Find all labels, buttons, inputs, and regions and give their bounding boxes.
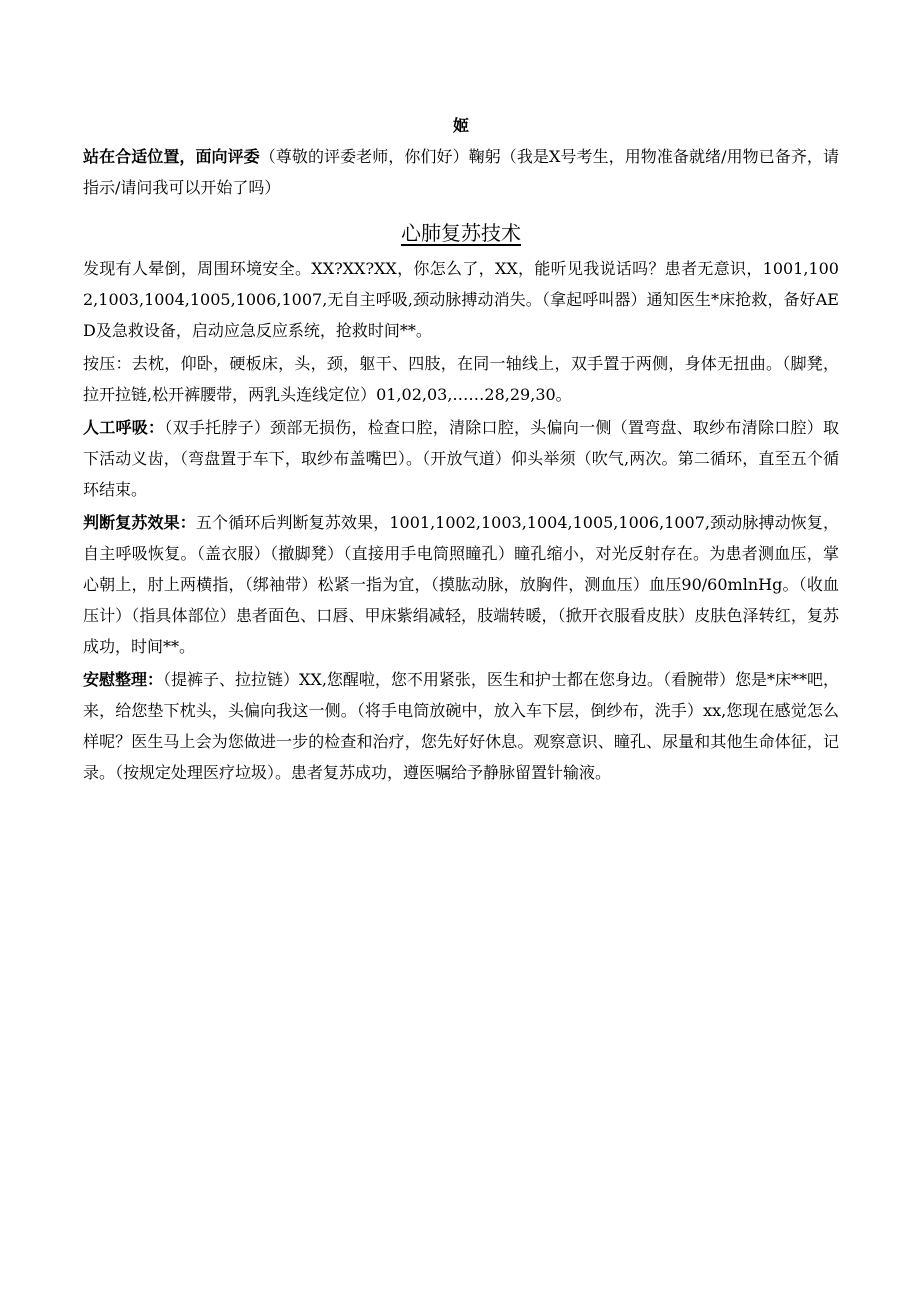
assessment-lead: 判断复苏效果： xyxy=(83,513,196,532)
comfort-lead: 安慰整理： xyxy=(83,670,164,689)
compression-text: 按压：去枕，仰卧，硬板床，头，颈，躯干、四肢，在同一轴线上，双手置于两侧，身体无扭曲。（脚凳，拉开拉链,松开裤腰带，两乳头连线定位）01,02,03,……28,29,30。 xyxy=(83,354,839,404)
comfort-text: （提裤子、拉拉链）XX,您醒啦，您不用紧张，医生和护士都在您身边。（看腕带）您是*床**吧，来，给您垫下枕头，头偏向我这一侧。（将手电筒放碗中，放入车下层，倒纱布，洗手）xx,您现在感觉怎么样呢？医生马上会为您做进一步的检查和治疗，您先好好休息。观察意识、瞳孔、尿量和其他生命体征，记录。（按规定处理医疗垃圾）。患者复苏成功，遵医嘱给予静脉留置针输液。 xyxy=(83,670,839,782)
header-mark: 姬 xyxy=(452,116,469,135)
compression-paragraph xyxy=(83,348,839,410)
breathing-lead: 人工呼吸： xyxy=(83,418,165,437)
breathing-paragraph xyxy=(83,412,839,505)
breathing-text: （双手托脖子）颈部无损伤，检查口腔，清除口腔，头偏向一侧（置弯盘、取纱布清除口腔）取下活动义齿，（弯盘置于车下，取纱布盖嘴巴）。（开放气道）仰头举须（吹气,两次。第二循环，直至五个循环结束。 xyxy=(83,418,839,499)
document-content xyxy=(83,111,839,790)
intro-lead: 站在合适位置，面向评委 xyxy=(83,147,260,166)
discover-paragraph xyxy=(83,253,839,346)
intro-text: （尊敬的评委老师，你们好）鞠躬（我是X号考生，用物准备就绪/用物已备齐，请指示/请问我可以开始了吗） xyxy=(83,147,839,197)
assessment-text: 五个循环后判断复苏效果，1001,1002,1003,1004,1005,1006,1007,颈动脉搏动恢复，自主呼吸恢复。（盖衣服）（撤脚凳）（直接用手电筒照瞳孔）瞳孔缩小，对光反射存在。为患者测血压，掌心朝上，肘上两横指，（绑袖带）松紧一指为宜，（摸肱动脉，放胸件，测血压）血压90/60mlnHg。（收血压计）（指具体部位）患者面色、口唇、甲床紫绢减轻，肢端转暖，（掀开衣服看皮肤）皮肤色泽转红，复苏成功，时间**。 xyxy=(83,513,839,656)
assessment-paragraph xyxy=(83,507,839,662)
document-title xyxy=(83,219,839,247)
intro-paragraph xyxy=(83,141,839,203)
document-title-text: 心肺复苏技术 xyxy=(401,221,521,245)
comfort-paragraph xyxy=(83,664,839,788)
discover-text: 发现有人晕倒，周围环境安全。XX?XX?XX，你怎么了，XX，能听见我说话吗？患者无意识，1001,1002,1003,1004,1005,1006,1007,无自主呼吸,颈动脉搏动消失。（拿起呼叫器）通知医生*床抢救，备好AED及急救设备，启动应急反应系统，抢救时间**。 xyxy=(83,259,839,340)
